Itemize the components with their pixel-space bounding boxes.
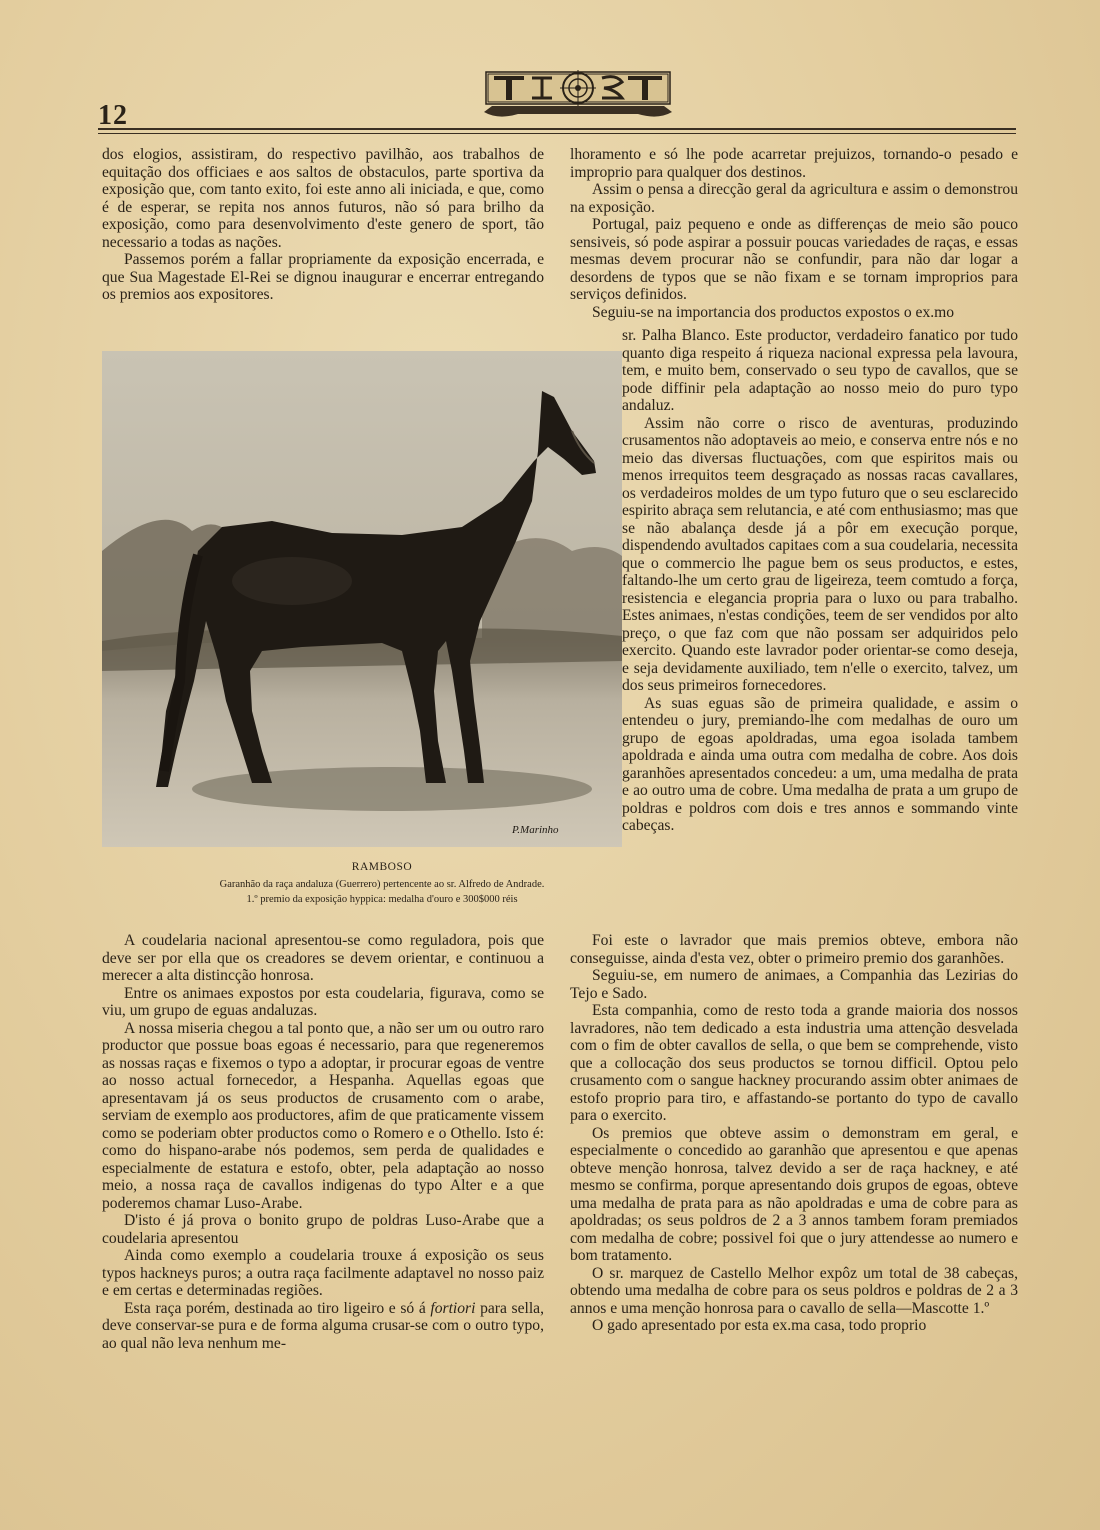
- paragraph: Seguiu-se, em numero de animaes, a Companhia das Lezirias do Tejo e Sado.: [570, 967, 1018, 1002]
- paragraph: Passemos porém a fallar propriamente da exposição encerrada, e que Sua Magestade El-Rei se dignou inaugurar e encerrar entregando os premios aos expositores.: [102, 251, 544, 303]
- text-run: Esta raça porém, destinada ao tiro ligeiro e só á: [124, 1299, 426, 1317]
- paragraph: [102, 1300, 544, 1353]
- paragraph: Ainda como exemplo a coudelaria trouxe á exposição os seus typos hackneys puros; a outra raça facilmente adaptavel no nosso paiz e em certas e determinadas regiões.: [102, 1247, 544, 1299]
- paragraph: D'isto é já prova o bonito grupo de poldras Luso-Arabe que a coudelaria apresentou: [102, 1212, 544, 1247]
- caption-title: RAMBOSO: [351, 861, 413, 873]
- paragraph: Esta companhia, como de resto toda a grande maioria dos nossos lavradores, não tem dedicado a esta industria uma attenção desvelada com o fim de obter cavallos de sella, o que bem se comprehende, visto que a collocação dos seus productos se tornou difficil. Optou pelo crusamento com o sangue hackney procurando assim obter animaes de estofo proprio para tiro, e affastando-se portanto do typo de cavallo para o exercito.: [570, 1002, 1018, 1124]
- figure-caption: [102, 860, 662, 907]
- header-rule-thin: [98, 133, 1016, 134]
- right-column-bottom: [570, 932, 1018, 1335]
- right-column-narrow: [622, 327, 1018, 835]
- text-run: para sella, deve conservar-se pura e de forma alguma crusar-se com o outro typo, ao qual não leva nenhum me-: [102, 1299, 544, 1352]
- paragraph: O sr. marquez de Castello Melhor expôz um total de 38 cabeças, obtendo uma medalha de cobre para os seus poldros e poldras de 2 a 3 annos e uma menção honrosa para o cavallo de sella—Mascotte 1.º: [570, 1264, 1018, 1317]
- paragraph: A nossa miseria chegou a tal ponto que, a não ser um ou outro raro productor que possue boas egoas é necessario, para que regeneremos as nossas raças e fixemos o typo a adoptar, ir procurar egoas de ventre ao nosso actual fornecedor, a Hespanha. Aquellas egoas que apresentavam já os seus productos de crusamento com o arabe, serviam de exemplo aos productores, afim de que praticamente vissem como se poderiam obter productos como o Romero e o Othello. Isto é: como do hispano-arabe nós podemos, sem perda de qualidades e especialmente de estatura e estofo, obter, pela adaptação ao nosso meio, a nossa raça de cavallos indigenas do typo Alter e a que poderemos chamar Luso-Arabe.: [102, 1019, 544, 1212]
- caption-line: Garanhão da raça andaluza (Guerrero) pertencente ao sr. Alfredo de Andrade.: [219, 879, 545, 890]
- paragraph: Foi este o lavrador que mais premios obteve, embora não conseguisse, ainda d'esta vez, obter o primeiro premio dos garanhões.: [570, 932, 1018, 967]
- paragraph: Assim não corre o risco de aventuras, produzindo crusamentos não adoptaveis ao meio, e conserva entre nós e no meio das diversas fluctuações, com que espiritos mais ou menos irrequitos teem desgraçado as nossas racas cavallares, os verdadeiros moldes de um typo futuro que o seu esclarecido espirito abraça sem relutancia, e até com enthusiasmo; mas que se não abalança desde já a pôr em execução porque, dispendendo avultados capitaes com a sua coudelaria, necessita que o commercio lhe pague bem os seus productos, e estes, faltando-lhe um certo grau de ligeireza, teem comtudo a força, resistencia e elegancia propria para o luxo ou para trabalho. Estes animaes, n'estas condições, teem de ser vendidos por alto preço, o que faz com que não possam ser adquiridos pelo exercito. Quando este lavrador poder orientar-se como deseja, e seja devidamente auxiliado, tem n'elle o exercito, talvez, um dos seus primeiros fornecedores.: [622, 414, 1018, 694]
- paragraph: As suas eguas são de primeira qualidade, e assim o entendeu o jury, premiando-lhe com medalhas de ouro um grupo de egoas apoldradas, uma egoa isolada tambem apoldrada e ainda uma outra com medalha de cobre. Aos dois garanhões apresentados concedeu: a um, uma medalha de prata e ao outro uma de cobre. Uma medalha de prata a um grupo de poldras e poldros com dois e tres annos e sommando vinte cabeças.: [622, 694, 1018, 834]
- left-column-top: [102, 146, 544, 304]
- caption-line: 1.º premio da exposição hyppica: medalha d'ouro e 300$000 réis: [246, 894, 518, 905]
- left-column-bottom: [102, 932, 544, 1352]
- paragraph: dos elogios, assistiram, do respectivo pavilhão, aos trabalhos de equitação dos officiaes e aos saltos de obstaculos, parte sportiva da exposição que, com tanto exito, foi este anno ali iniciada, e que, como é de esperar, se repita nos annos futuros, não só para brilho da exposição, como para desenvolvimento d'este genero de sport, tão necessario a todas as nações.: [102, 146, 544, 251]
- right-column-top: [570, 146, 1018, 321]
- paragraph: Entre os animaes expostos por esta coudelaria, figurava, como se viu, um grupo de eguas andaluzas.: [102, 984, 544, 1019]
- italic-text: fortiori: [430, 1299, 476, 1317]
- horse-photograph: [102, 351, 622, 847]
- paragraph: Assim o pensa a direcção geral da agricultura e assim o demonstrou na exposição.: [570, 181, 1018, 216]
- paragraph: O gado apresentado por esta ex.ma casa, todo proprio: [592, 1317, 927, 1334]
- photographer-signature: P.Marinho: [512, 824, 559, 836]
- header-rule: [98, 128, 1016, 130]
- paragraph: Portugal, paiz pequeno e onde as differenças de meio são pouco sensiveis, só pode aspirar a possuir poucas variedades de raças, e essas mesmas devem procurar não se confundir, para não dar logar a desordens de typos que se não fixam e se tornam improprios para serviços definidos.: [570, 216, 1018, 303]
- paragraph: A coudelaria nacional apresentou-se como reguladora, pois que deve ser por ella que os creadores se devem orientar, e continuou a merecer a alta distincção honrosa.: [102, 932, 544, 984]
- paragraph: Seguiu-se na importancia dos productos expostos o ex.mo: [592, 303, 955, 321]
- page-number: 12: [98, 100, 128, 131]
- paragraph: sr. Palha Blanco. Este productor, verdadeiro fanatico por tudo quanto diga respeito á riqueza nacional expressa pela lavoura, tem, e muito bem, conservado o seu typo de cavallos, que se pode diffinir pela adaptação ao nosso meio do puro typo andaluz.: [622, 327, 1018, 414]
- paragraph: lhoramento e só lhe pode acarretar prejuizos, tornando-o pesado e improprio para qualquer dos destinos.: [570, 146, 1018, 181]
- masthead-logo: [478, 62, 678, 122]
- paragraph: Os premios que obteve assim o demonstram em geral, e especialmente o concedido ao garanhão que apresentou e que apenas obteve menção honrosa, talvez devido a ser de raça hackney, e até mesmo se confirma, porque apresentando dois grupos de egoas, obteve uma medalha de prata para as não apoldradas e uma de cobre para as apoldradas; os seus poldros de 2 a 3 annos tambem foram premiados com medalha de cobre; possivel foi que o jury attendesse ao numero e bom tratamento.: [570, 1124, 1018, 1264]
